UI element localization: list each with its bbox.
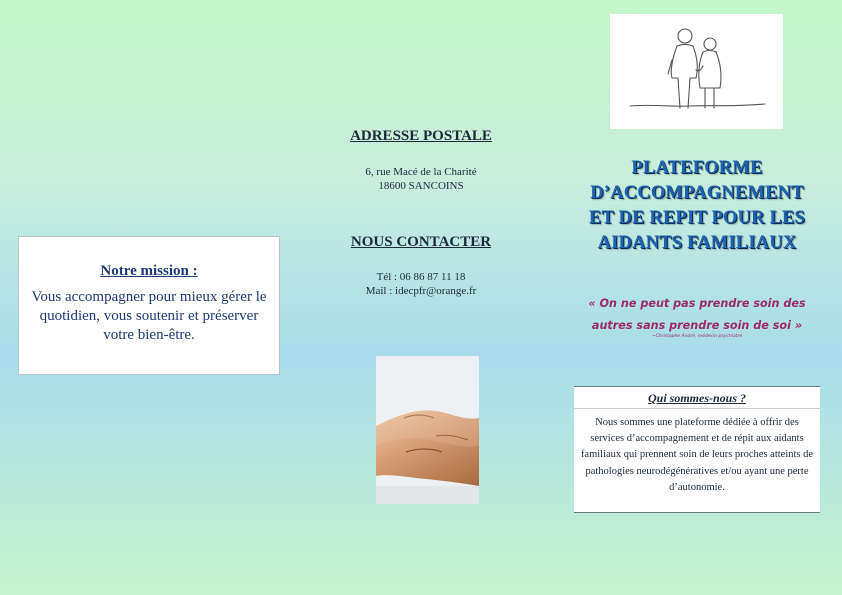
headline [574, 156, 820, 256]
contact-title: NOUS CONTACTER [350, 234, 492, 250]
mission-title: Notre mission : [100, 263, 198, 279]
postal-city: 18600 SANCOINS [378, 180, 464, 192]
headline-line-3: ET DE REPIT POUR LES [588, 208, 806, 228]
who-are-we-text: Nous sommes une plateforme dédiée à offrir des services d’accompagnement et de répit aux aidants familiaux qui prennent soin de leurs proches atteints de pathologies neurodégénératives et/ou ayant une perte d’autonomie. [580, 417, 814, 493]
mission-text: Vous accompagner pour mieux gérer le quotidien, vous soutenir et préserver votre bien-être. [31, 289, 267, 343]
contact-details [271, 270, 571, 298]
elderly-couple-icon [610, 14, 783, 129]
contact-mail: Mail : idecpfr@orange.fr [365, 285, 477, 297]
headline-line-4: AIDANTS FAMILIAUX [597, 233, 797, 253]
quote: « On ne peut pas prendre soin des autres sans prendre soin de soi » [588, 297, 806, 332]
quote-author: ~Christophe André, médecin psychiatre [651, 334, 743, 339]
couple-illustration [610, 14, 783, 129]
headline-line-2: D’ACCOMPAGNEMENT [590, 183, 804, 203]
who-are-we-panel [574, 386, 820, 513]
postal-address-title: ADRESSE POSTALE [350, 128, 492, 144]
postal-address [271, 165, 571, 193]
mission-panel [18, 236, 280, 375]
headline-line-1: PLATEFORME [631, 158, 763, 178]
holding-hands-image [376, 356, 479, 504]
postal-street: 6, rue Macé de la Charité [365, 166, 477, 178]
hands-photo [376, 356, 479, 504]
who-are-we-title: Qui sommes-nous ? [574, 388, 820, 409]
contact-phone: Tél : 06 86 87 11 18 [376, 271, 466, 283]
